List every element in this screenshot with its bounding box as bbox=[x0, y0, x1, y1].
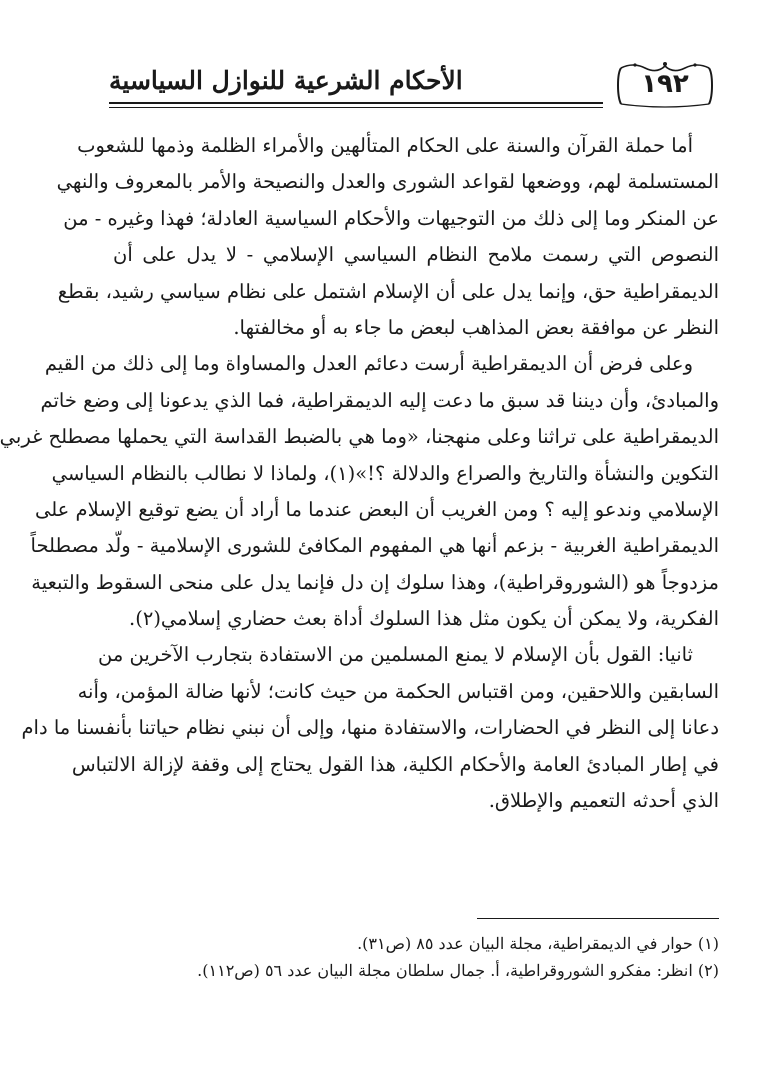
text-line: السابقين واللاحقين، ومن اقتباس الحكمة من حيث كانت؛ لأنها ضالة المؤمن، وأنه bbox=[77, 679, 719, 703]
text-line: الديمقراطية حق، وإنما يدل على أن الإسلام اشتمل على نظام سياسي رشيد، بقطع bbox=[57, 279, 719, 303]
body-text bbox=[0, 128, 719, 819]
running-title: الأحكام الشرعية للنوازل السياسية bbox=[109, 66, 463, 95]
page-number: ١٩٢ bbox=[641, 69, 689, 99]
text-line: الديمقراطية على تراثنا وعلى منهجنا، «وما هي بالضبط القداسة التي يحملها مصطلح غربي bbox=[0, 425, 719, 449]
text-line: الفكرية، ولا يمكن أن يكون مثل هذا السلوك أداة بعث حضاري إسلامي(٢). bbox=[129, 607, 719, 631]
footnote-1: (١) حوار في الديمقراطية، مجلة البيان عدد ٨٥ (ص٣١). bbox=[357, 934, 719, 953]
text-line: الديمقراطية الغربية - بزعم أنها هي المفهوم المكافئ للشورى الإسلامية - ولّد مصطلحاً bbox=[30, 534, 719, 558]
text-line: المستسلمة لهم، ووضعها لقواعد الشورى والعدل والنصيحة والأمر بالمعروف والنهي bbox=[56, 170, 719, 194]
text-line: والمبادئ، وأن ديننا قد سبق ما دعت إليه الديمقراطية، فما الذي يدعونا إلى وضع خاتم bbox=[40, 388, 719, 412]
text-line: النصوص التي رسمت ملامح النظام السياسي الإسلامي - لا يدل على أن bbox=[113, 243, 719, 267]
text-line: التكوين والنشأة والتاريخ والصراع والدلالة ؟!»(١)، ولماذا لا نطالب بالنظام السياسي bbox=[51, 461, 719, 485]
text-line: الذي أحدثه التعميم والإطلاق. bbox=[488, 789, 719, 813]
paragraph-2 bbox=[0, 346, 719, 637]
page-header bbox=[109, 58, 715, 114]
text-line: أما حملة القرآن والسنة على الحكام المتألهين والأمراء الظلمة وذمها للشعوب bbox=[77, 134, 693, 157]
text-line: ثانيا: القول بأن الإسلام لا يمنع المسلمين من الاستفادة بتجارب الآخرين من bbox=[98, 643, 693, 667]
text-line: وعلى فرض أن الديمقراطية أرست دعائم العدل والمساواة وما إلى ذلك من القيم bbox=[44, 352, 693, 376]
text-line: النظر عن موافقة بعض المذاهب لبعض ما جاء به أو مخالفتها. bbox=[233, 315, 719, 339]
header-rule-thin bbox=[109, 107, 603, 108]
footnote-separator bbox=[477, 918, 719, 919]
text-line: مزدوجاً هو (الشوروقراطية)، وهذا سلوك إن دل فإنما يدل على منحى السقوط والتبعية bbox=[31, 570, 719, 594]
paragraph-1 bbox=[56, 128, 719, 346]
footnotes bbox=[113, 930, 719, 984]
text-line: عن المنكر وما إلى ذلك من التوجيهات والأحكام السياسية العادلة؛ فهذا وغيره - من bbox=[63, 206, 719, 230]
page-number-ornament bbox=[615, 60, 715, 110]
header-rule bbox=[109, 102, 603, 104]
footnote-2: (٢) انظر: مفكرو الشوروقراطية، أ. جمال سلطان مجلة البيان عدد ٥٦ (ص١١٢). bbox=[197, 961, 719, 980]
text-line: الإسلامي وندعو إليه ؟ ومن الغريب أن البعض عندما ما أراد أن يضع توقيع الإسلام على bbox=[34, 497, 719, 521]
text-line: في إطار المبادئ العامة والأحكام الكلية، هذا القول يحتاج إلى وقفة لإزالة الالتباس bbox=[71, 752, 719, 776]
paragraph-3 bbox=[21, 637, 719, 819]
text-line: دعانا إلى النظر في الحضارات، والاستفادة منها، وإلى أن نبني نظام حياتنا بأنفسنا ما دام bbox=[21, 716, 719, 740]
